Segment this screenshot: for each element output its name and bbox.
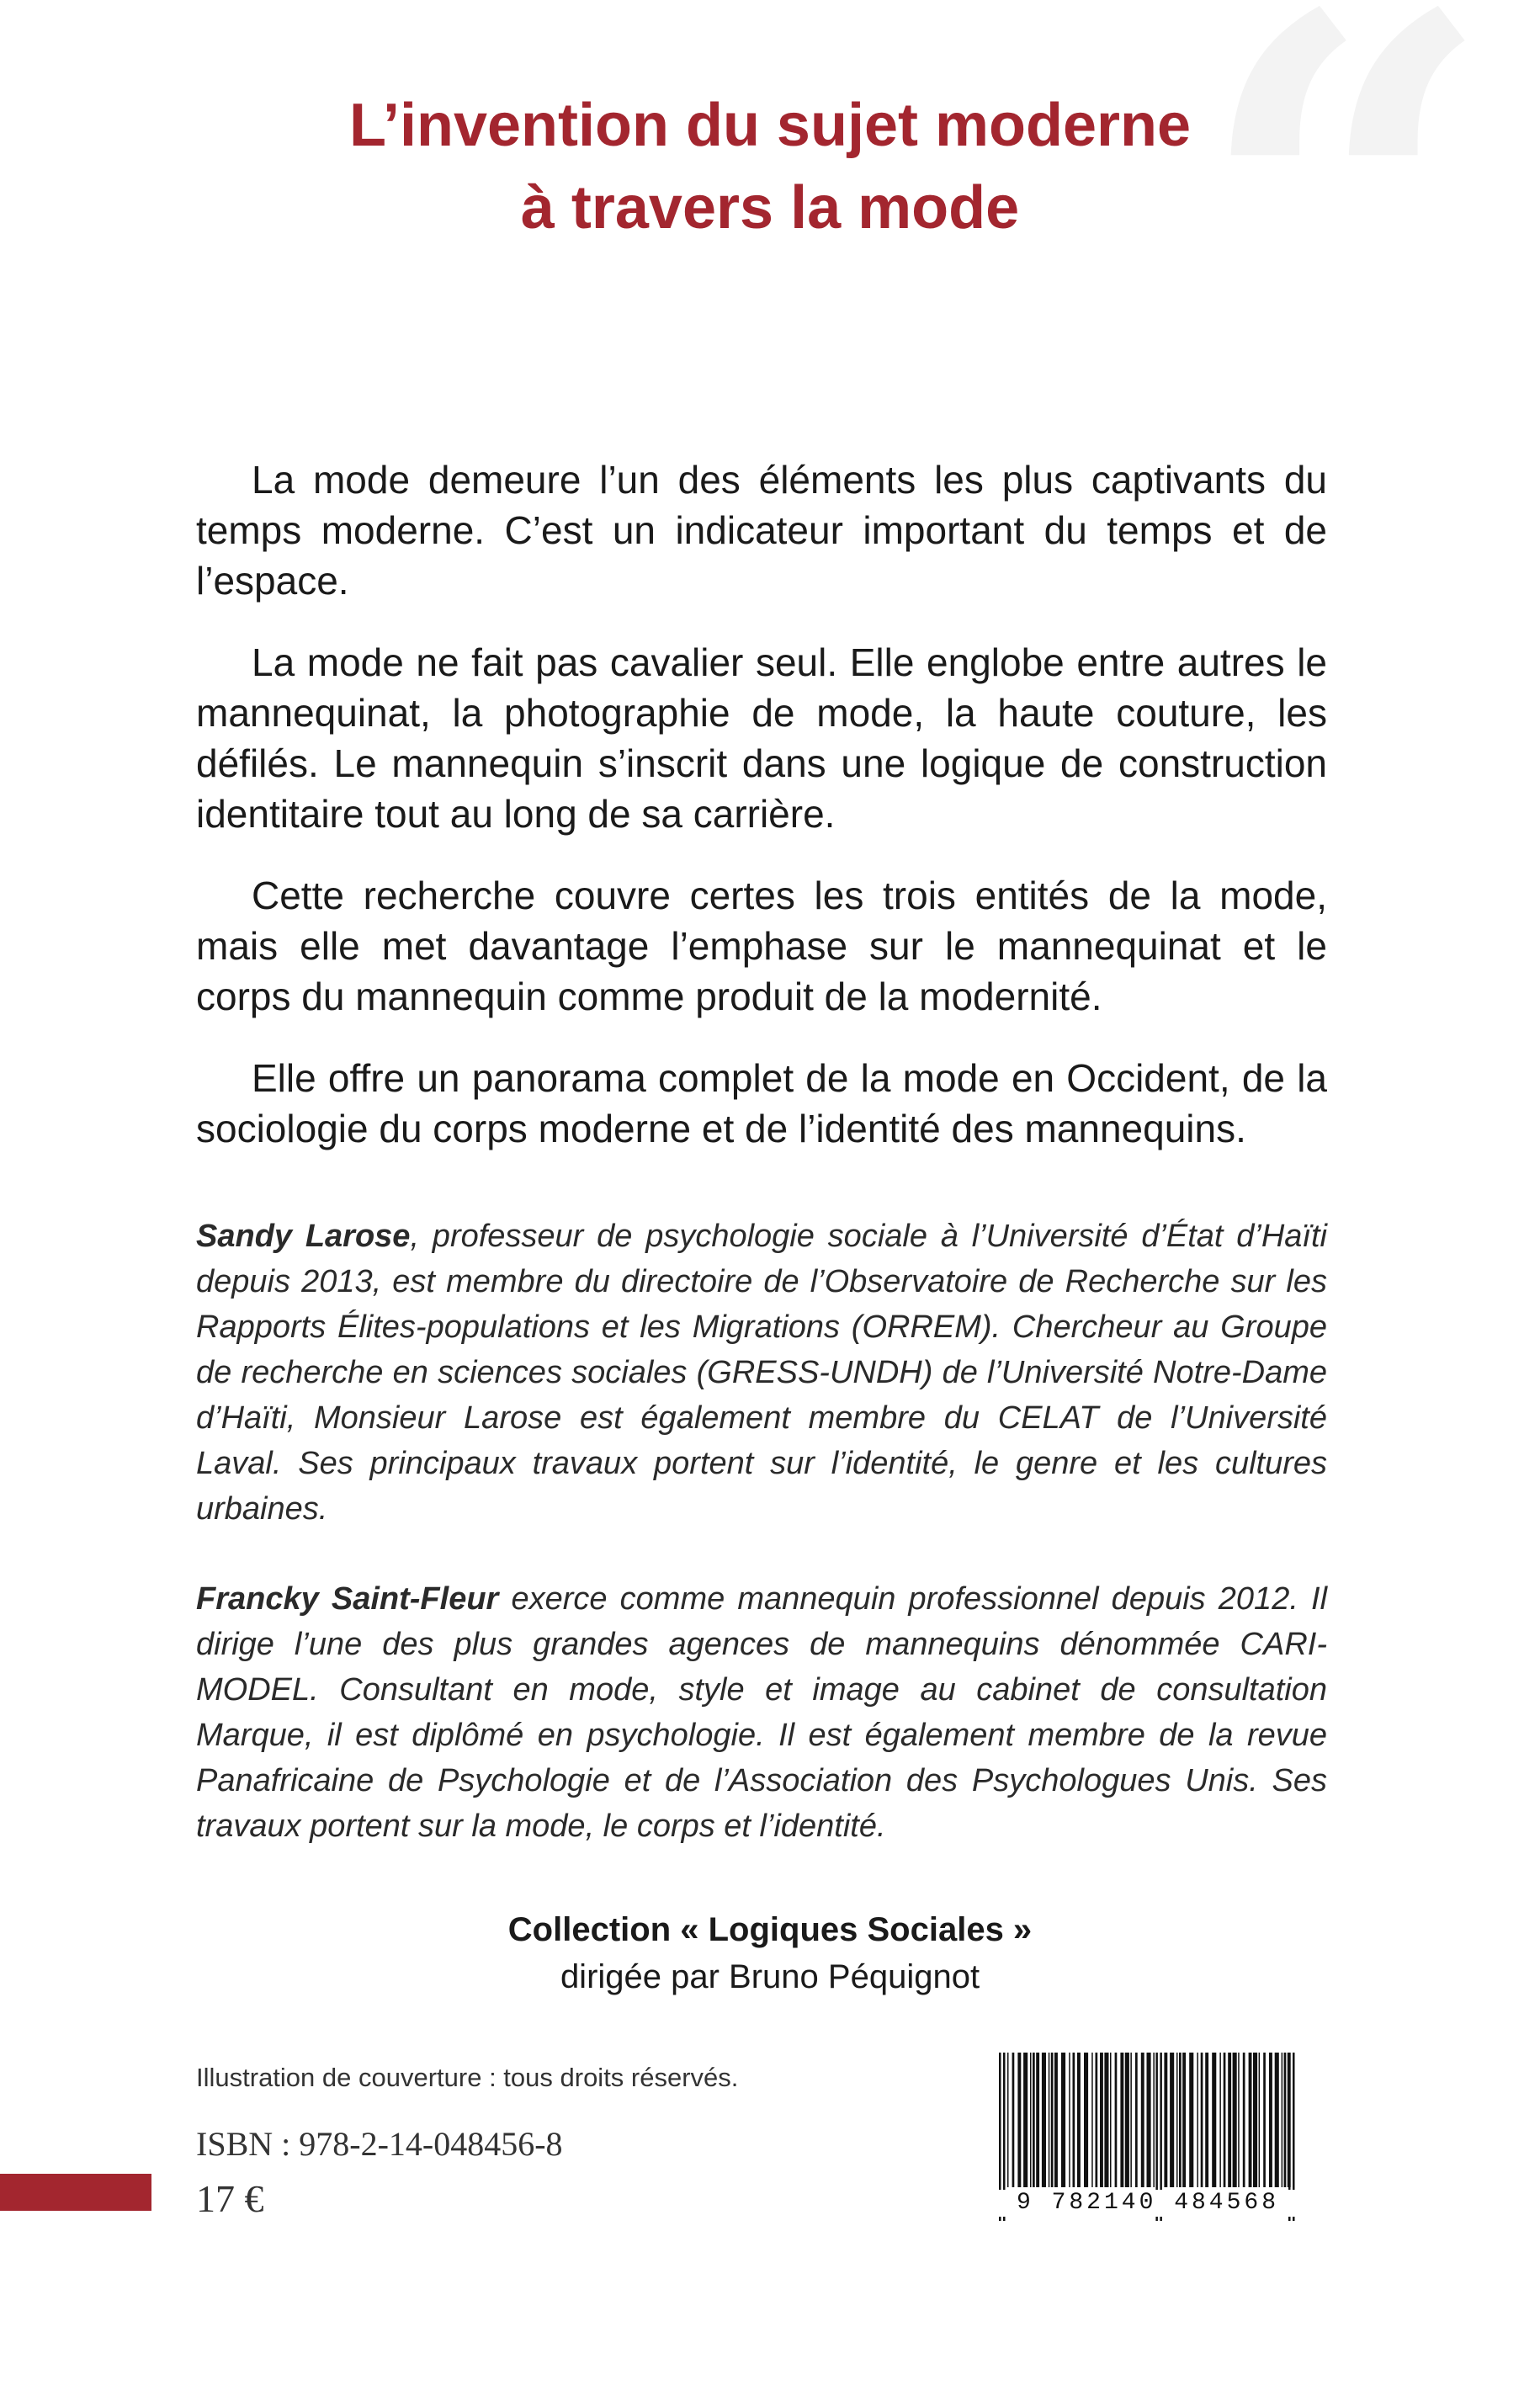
barcode-bar bbox=[1170, 2053, 1174, 2187]
barcode-bar bbox=[1153, 2053, 1155, 2187]
barcode-bar bbox=[1238, 2053, 1240, 2187]
author-bios bbox=[196, 1214, 1327, 1894]
barcode-bar bbox=[1110, 2053, 1112, 2187]
barcode-bar bbox=[1012, 2053, 1015, 2187]
author-bio bbox=[196, 1576, 1327, 1849]
barcode-bar bbox=[1033, 2053, 1035, 2187]
barcode-bar bbox=[1042, 2053, 1046, 2187]
barcode-bar bbox=[1096, 2053, 1098, 2187]
barcode-bar bbox=[1219, 2053, 1221, 2187]
barcode-bar bbox=[1205, 2053, 1208, 2187]
barcode-bar bbox=[1147, 2053, 1151, 2187]
barcode-bar bbox=[1130, 2053, 1132, 2187]
barcode-bar bbox=[1164, 2053, 1167, 2187]
summary-paragraph: La mode ne fait pas cavalier seul. Elle englobe entre autres le mannequinat, la photographie de mode, la haute couture, les défilés. Le mannequin s’inscrit dans une logique de construction identitaire tout au long de sa carrière. bbox=[196, 640, 1327, 836]
barcode-bar bbox=[1197, 2053, 1198, 2187]
barcode-bar bbox=[1077, 2053, 1081, 2187]
barcode-bar bbox=[1201, 2053, 1203, 2187]
barcode-bar bbox=[1282, 2053, 1283, 2187]
barcode-bar bbox=[1073, 2053, 1075, 2187]
author-bio-text: , professeur de psychologie sociale à l’Université d’État d’Haïti depuis 2013, est membre du directoire de l’Observatoire de Recherche sur les Rapports Élites-populations et les Migrations (ORREM). Chercheur au Groupe de recherche en sciences sociales (GRESS-UNDH) de l’Université Notre-Dame d’Haïti, Monsieur Larose est également membre du CELAT de l’Université Laval. Ses principaux travaux portent sur l’identité, le genre et les cultures urbaines. bbox=[196, 1219, 1327, 1527]
barcode-bar bbox=[1069, 2053, 1070, 2187]
barcode-bar bbox=[1189, 2053, 1193, 2187]
barcode-bar bbox=[1243, 2053, 1245, 2187]
summary-paragraph: Cette recherche couvre certes les trois entités de la mode, mais elle met davantage l’emphase sur le mannequinat et le corps du mannequin comme produit de la modernité. bbox=[196, 874, 1327, 1018]
barcode-bar bbox=[1100, 2053, 1103, 2187]
summary-paragraph: Elle offre un panorama complet de la mode en Occident, de la sociologie du corps moderne et de l’identité des mannequins. bbox=[196, 1056, 1327, 1150]
isbn: ISBN : 978-2-14-048456-8 bbox=[196, 2125, 563, 2163]
barcode-bar bbox=[1259, 2053, 1261, 2187]
barcode-bar bbox=[1135, 2053, 1138, 2187]
barcode-bar bbox=[1049, 2053, 1050, 2187]
barcode-bar bbox=[1115, 2053, 1118, 2187]
collection-info bbox=[0, 1906, 1540, 2000]
barcode-bar bbox=[1030, 2053, 1032, 2187]
title-line-2: à travers la mode bbox=[520, 174, 1020, 242]
barcode-bar bbox=[1051, 2053, 1054, 2187]
book-title bbox=[0, 84, 1540, 249]
decorative-quote-mark: “ bbox=[1195, 0, 1462, 517]
barcode-bar bbox=[1054, 2053, 1058, 2187]
barcode-bar bbox=[1017, 2053, 1021, 2187]
author-bio bbox=[196, 1214, 1327, 1532]
price: 17 € bbox=[196, 2177, 264, 2220]
summary-paragraph: La mode demeure l’un des éléments les plus captivants du temps moderne. C’est un indicateur important du temps et de l’espace. bbox=[196, 458, 1327, 603]
barcode-bar bbox=[1263, 2053, 1266, 2187]
barcode-bar bbox=[1007, 2053, 1009, 2187]
barcode-bar bbox=[1176, 2053, 1178, 2187]
barcode-bar bbox=[1179, 2053, 1182, 2187]
collection-name: Collection « Logiques Sociales » bbox=[507, 1911, 1033, 1948]
barcode-bar bbox=[1182, 2053, 1186, 2187]
collection-director: dirigée par Bruno Péquignot bbox=[560, 1958, 980, 1995]
barcode-bar bbox=[1084, 2053, 1088, 2187]
barcode-bar bbox=[1224, 2053, 1226, 2187]
barcode-digits: 9 782140 484568 bbox=[994, 2190, 1302, 2217]
barcode-bar bbox=[1212, 2053, 1216, 2187]
author-name: Sandy Larose bbox=[196, 1219, 411, 1254]
barcode-bar bbox=[1120, 2053, 1123, 2187]
barcode-bar bbox=[1036, 2053, 1039, 2187]
author-bio-text: exerce comme mannequin professionnel depuis 2012. Il dirige l’une des plus grandes agences de mannequins dénommée CARI-MODEL. Consultant en mode, style et image au cabinet de consultation Marque, il est diplômé en psychologie. Il est également membre de la revue Panafricaine de Psychologie et de l’Association des Psychologues Unis. Ses travaux portent sur la mode, le corps et l’identité. bbox=[196, 1581, 1328, 1844]
barcode-bar bbox=[1104, 2053, 1108, 2187]
barcode-bar bbox=[1061, 2053, 1065, 2187]
barcode-bar bbox=[1284, 2053, 1287, 2187]
author-name: Francky Saint-Fleur bbox=[196, 1581, 499, 1617]
barcode-bar bbox=[1269, 2053, 1272, 2187]
barcode-bar bbox=[1125, 2053, 1129, 2187]
barcode-bar bbox=[1091, 2053, 1093, 2187]
barcode-bar bbox=[1253, 2053, 1257, 2187]
book-summary bbox=[196, 454, 1327, 1185]
title-line-1: L’invention du sujet moderne bbox=[348, 92, 1192, 159]
accent-bar bbox=[0, 2174, 151, 2211]
barcode-bar bbox=[1275, 2053, 1279, 2187]
barcode-bar bbox=[1233, 2053, 1237, 2187]
barcode-bar bbox=[1023, 2053, 1028, 2187]
barcode-bar bbox=[1249, 2053, 1252, 2187]
barcode-bar bbox=[1228, 2053, 1231, 2187]
cover-credit: Illustration de couverture : tous droits réservés. bbox=[196, 2063, 739, 2092]
barcode-bar bbox=[1141, 2053, 1144, 2187]
